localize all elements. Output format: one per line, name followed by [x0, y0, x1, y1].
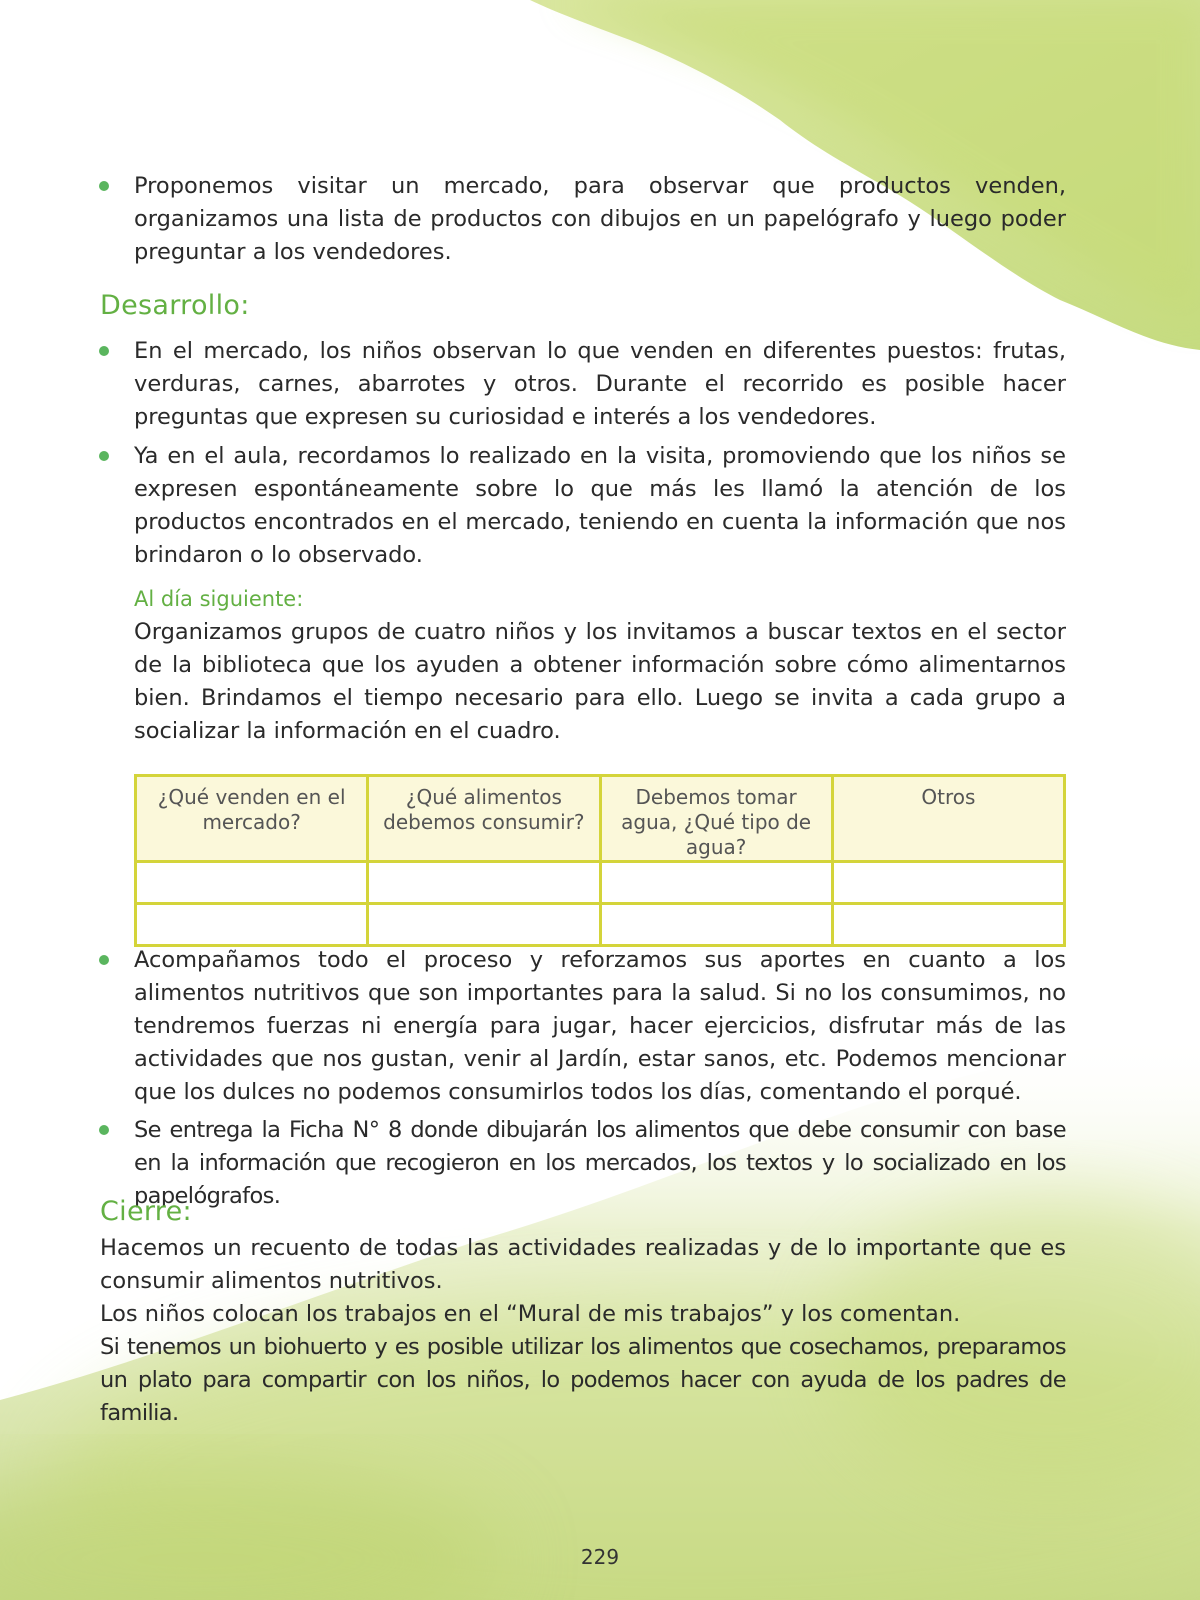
- table-cell: [136, 862, 368, 904]
- table-cell: [832, 904, 1064, 946]
- cierre-paragraph-2: Los niños colocan los trabajos en el “Mural de mis trabajos” y los comentan.: [100, 1301, 961, 1327]
- desarrollo-paragraph-3: Acompañamos todo el proceso y reforzamos sus aportes en cuanto a los alimentos nutritivos que son importantes para la salud. Si no los consumimos, no tendremos fuerzas ni energía para jugar, hacer ejercicios, disfrutar más de las actividades que nos gustan, venir al Jardín, estar sanos, etc. Podemos mencionar que los dulces no podemos consumirlos todos los días, comentando el porqué.: [134, 947, 1066, 1105]
- table-cell: [832, 862, 1064, 904]
- table-cell: [600, 904, 832, 946]
- subheading-next-day: Al día siguiente:: [134, 587, 304, 611]
- cierre-paragraph-1: Hacemos un recuento de todas las actividades realizadas y de lo importante que es consumir alimentos nutritivos.: [100, 1235, 1066, 1294]
- table-header-row: [136, 776, 1065, 862]
- table-cell: [136, 904, 368, 946]
- cierre-paragraph-3: Si tenemos un biohuerto y es posible utilizar los alimentos que cosechamos, preparamos un plato para compartir con los niños, lo podemos hacer con ayuda de los padres de familia.: [100, 1334, 1066, 1426]
- table-header-cell: Otros: [832, 776, 1064, 862]
- next-day-paragraph: Organizamos grupos de cuatro niños y los invitamos a buscar textos en el sector de la biblioteca que los ayuden a obtener información sobre cómo alimentarnos bien. Brindamos el tiempo necesario para ello. Luego se invita a cada grupo a socializar la información en el cuadro.: [134, 619, 1066, 744]
- page-number: 229: [580, 1545, 620, 1569]
- bullet-dot: [99, 346, 109, 356]
- desarrollo-paragraph-4: Se entrega la Ficha N° 8 donde dibujarán los alimentos que debe consumir con base en la información que recogieron en los mercados, los textos y lo socializado en los papelógrafos.: [134, 1117, 1066, 1209]
- table-header-cell: Debemos tomar agua, ¿Qué tipo de agua?: [600, 776, 832, 862]
- intro-paragraph: Proponemos visitar un mercado, para observar que productos venden, organizamos una lista de productos con dibujos en un papelógrafo y luego poder preguntar a los vendedores.: [134, 173, 1066, 265]
- bullet-dot: [99, 451, 109, 461]
- table-row: [136, 862, 1065, 904]
- bullet-dot: [99, 955, 109, 965]
- table-header-cell: ¿Qué venden en el mercado?: [136, 776, 368, 862]
- table-cell: [368, 904, 600, 946]
- info-table: [134, 774, 1066, 947]
- section-heading-desarrollo: Desarrollo:: [100, 290, 250, 321]
- bullet-dot: [99, 181, 109, 191]
- table-header-cell: ¿Qué alimentos debemos consumir?: [368, 776, 600, 862]
- bullet-dot: [99, 1125, 109, 1135]
- table-row: [136, 904, 1065, 946]
- section-heading-cierre: Cierre:: [100, 1196, 192, 1227]
- table-cell: [368, 862, 600, 904]
- desarrollo-paragraph-1: En el mercado, los niños observan lo que venden en diferentes puestos: frutas, verduras, carnes, abarrotes y otros. Durante el recorrido es posible hacer preguntas que expresen su curiosidad e interés a los vendedores.: [134, 338, 1066, 430]
- table-cell: [600, 862, 832, 904]
- desarrollo-paragraph-2: Ya en el aula, recordamos lo realizado en la visita, promoviendo que los niños se expresen espontáneamente sobre lo que más les llamó la atención de los productos encontrados en el mercado, teniendo en cuenta la información que nos brindaron o lo observado.: [134, 443, 1066, 568]
